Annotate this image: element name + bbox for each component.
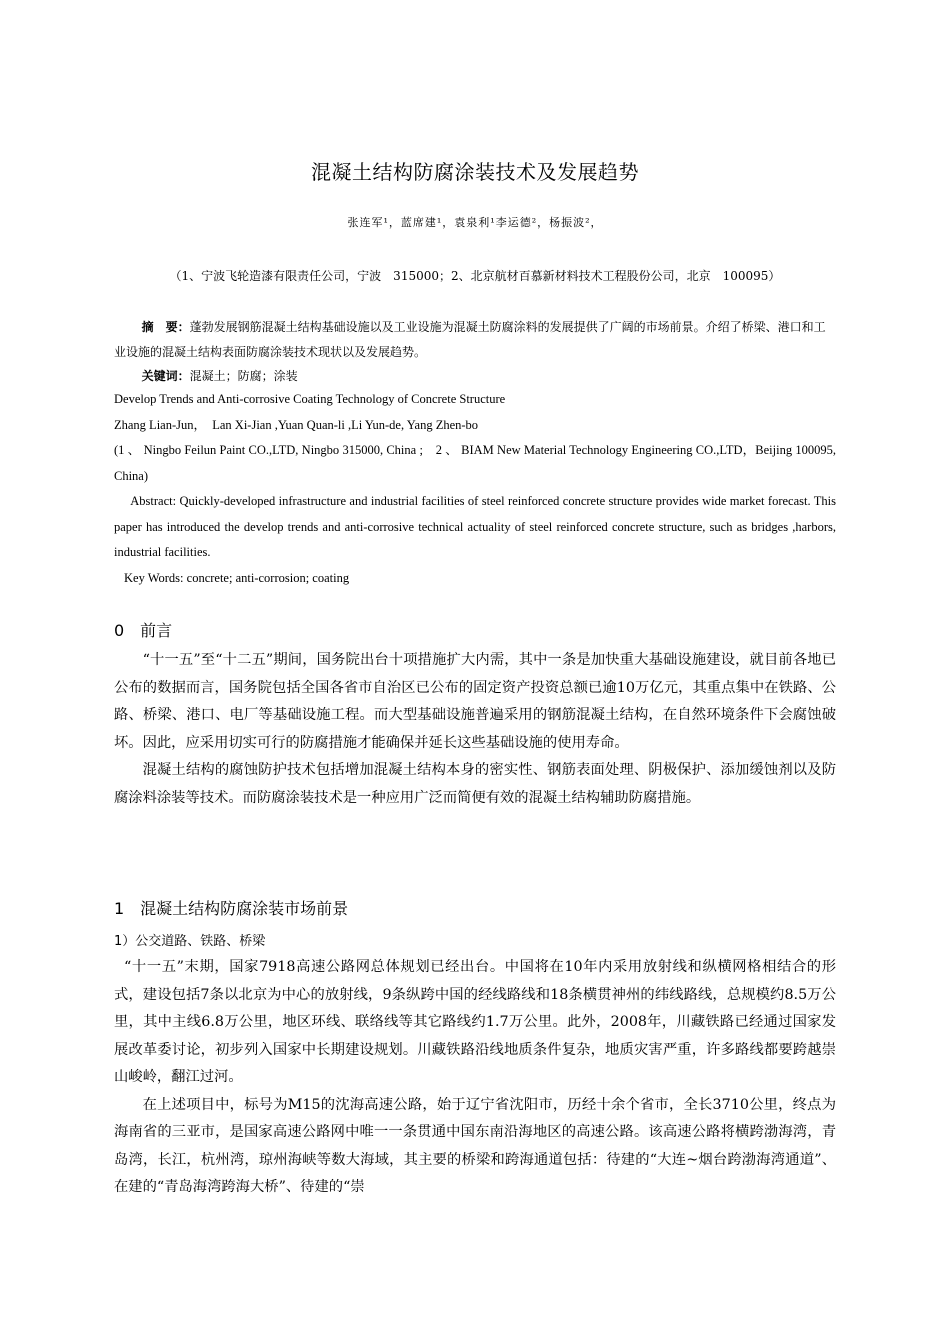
section-1-subheading: 1）公交道路、铁路、桥梁 xyxy=(114,934,266,949)
english-keywords: Key Words: concrete; anti-corrosion; coating xyxy=(124,570,350,585)
abstract-cn xyxy=(114,315,836,364)
section-0-paragraph: “十一五”至“十二五”期间，国务院出台十项措施扩大内需，其中一条是加快重大基础设施建设，就目前各地已公布的数据而言，国务院包括全国各省市自治区已公布的固定资产投资总额已逾10万亿元，其重点集中在铁路、公路、桥梁、港口、电厂等基础设施工程。而大型基础设施普遍采用的钢筋混凝土结构，在自然环境条件下会腐蚀破坏。因此，应采用切实可行的防腐措施才能确保并延长这些基础设施的使用寿命。 xyxy=(114,652,836,751)
keywords-cn-text: 混凝土；防腐；涂装 xyxy=(189,369,298,383)
author-list: 张连军¹，蓝席建¹，袁泉利¹李运德²，杨振波²， xyxy=(347,216,603,229)
english-abstract: Abstract: Quickly-developed infrastructure and industrial facilities of steel reinforced concrete structure provides wide market forecast. This paper has introduced the develop trends and anti-corrosive technical actuality of steel reinforced concrete structure, such as bridges ,harbors, industrial facilities. xyxy=(114,494,836,559)
section-1-paragraph: 在上述项目中，标号为M15的沈海高速公路，始于辽宁省沈阳市，历经十余个省市，全长3710公里，终点为海南省的三亚市，是国家高速公路网中唯一一条贯通中国东南沿海地区的高速公路。该高速公路将横跨渤海湾，青岛湾，长江，杭州湾，琼州海峡等数大海域，其主要的桥梁和跨海通道包括：待建的“大连~烟台跨渤海湾通道”、在建的“青岛海湾跨海大桥”、待建的“崇 xyxy=(114,1096,836,1195)
section-1-heading: 1 混凝土结构防腐涂装市场前景 xyxy=(114,899,349,918)
abstract-cn-label: 摘 要： xyxy=(141,320,190,334)
section-1-paragraph: “十一五”末期，国家7918高速公路网总体规划已经出台。中国将在10年内采用放射线和纵横网格相结合的形式，建设包括7条以北京为中心的放射线，9条纵跨中国的经线路线和18条横贯神州的纬线路线，总规模约8.5万公里，其中主线6.8万公里，地区环线、联络线等其它路线约1.7万公里。此外，2008年，川藏铁路已经通过国家发展改革委讨论，初步列入国家中长期建设规划。川藏铁路沿线地质条件复杂，地质灾害严重，许多路线都要跨越崇山峻岭，翻江过河。 xyxy=(114,959,836,1085)
paper-title: 混凝土结构防腐涂装技术及发展趋势 xyxy=(311,160,639,184)
affiliation: （1、宁波飞轮造漆有限责任公司，宁波 315000；2、北京航材百慕新材料技术工程股份公司，北京 100095） xyxy=(169,269,781,283)
section-1-body xyxy=(114,954,836,1202)
english-affiliation: (1 、 Ningbo Feilun Paint CO.,LTD, Ningbo 315000, China ; 2 、 BIAM New Material Technology Engineering CO.,LTD，Beijing 100095, China) xyxy=(114,443,836,483)
keywords-cn xyxy=(114,364,836,389)
section-0-body xyxy=(114,647,836,812)
keywords-cn-label: 关键词： xyxy=(141,369,190,383)
chinese-abstract-block xyxy=(114,315,836,389)
section-0-paragraph: 混凝土结构的腐蚀防护技术包括增加混凝土结构本身的密实性、钢筋表面处理、阴极保护、添加缓蚀剂以及防腐涂料涂装等技术。而防腐涂装技术是一种应用广泛而简便有效的混凝土结构辅助防腐措施。 xyxy=(114,762,836,806)
english-block xyxy=(114,387,836,591)
english-authors: Zhang Lian-Jun， Lan Xi-Jian ,Yuan Quan-li ,Li Yun-de, Yang Zhen-bo xyxy=(114,417,479,432)
english-title: Develop Trends and Anti-corrosive Coating Technology of Concrete Structure xyxy=(114,392,506,406)
section-0-heading: 0 前言 xyxy=(114,621,173,640)
abstract-cn-text: 蓬勃发展钢筋混凝土结构基础设施以及工业设施为混凝土防腐涂料的发展提供了广阔的市场前景。介绍了桥梁、港口和工业设施的混凝土结构表面防腐涂装技术现状以及发展趋势。 xyxy=(114,320,826,359)
